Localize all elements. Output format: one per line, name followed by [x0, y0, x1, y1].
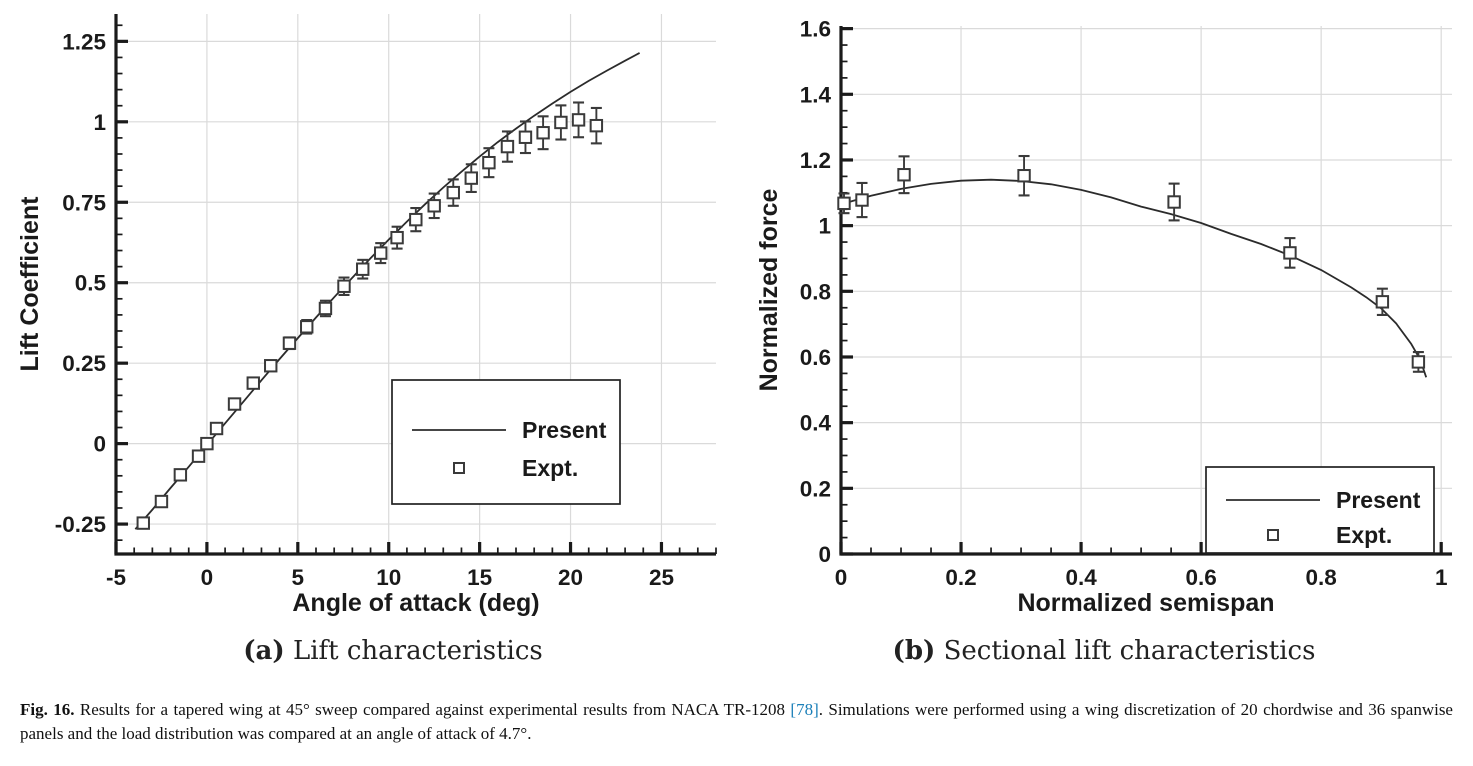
subcaption-b	[737, 634, 1471, 668]
svg-text:0: 0	[834, 565, 848, 590]
legend	[392, 380, 620, 504]
legend-label: Present	[1336, 487, 1421, 513]
series-expt-markers	[838, 169, 1424, 368]
legend-square-swatch	[1268, 530, 1278, 540]
svg-text:25: 25	[648, 565, 674, 590]
svg-text:0: 0	[93, 431, 106, 457]
x-tick-labels	[106, 565, 674, 590]
svg-text:10: 10	[376, 565, 402, 590]
legend-label: Expt.	[1336, 522, 1393, 548]
svg-text:0.75: 0.75	[62, 190, 106, 216]
svg-text:15: 15	[467, 565, 493, 590]
legend	[1206, 467, 1434, 553]
chart-lift-coefficient	[0, 0, 736, 629]
legend-label: Expt.	[522, 455, 579, 481]
legend-square-swatch	[454, 463, 464, 473]
y-axis-title: Lift Coefficient	[16, 196, 44, 372]
svg-text:0.25: 0.25	[62, 351, 106, 377]
series-present-line	[841, 180, 1426, 378]
x-axis-title: Angle of attack (deg)	[292, 589, 540, 617]
caption-text: Results for a tapered wing at 45° sweep compared against experimental results from NACA TR-1208	[74, 700, 791, 719]
svg-text:20: 20	[558, 565, 584, 590]
x-axis-title: Normalized semispan	[1017, 589, 1275, 617]
y-tick-labels	[800, 17, 832, 567]
svg-text:-5: -5	[105, 565, 127, 590]
sectional-lift-chart-svg	[737, 0, 1473, 624]
y-axis-title: Normalized force	[755, 188, 783, 392]
svg-text:1: 1	[818, 213, 831, 239]
svg-text:0.6: 0.6	[1185, 565, 1217, 590]
subcaption-a-text: Lift characteristics	[284, 636, 543, 666]
caption-figure-number: Fig. 16.	[20, 700, 75, 719]
svg-text:1.6: 1.6	[799, 16, 831, 42]
subcaption-a	[0, 634, 786, 668]
caption-text: . Simulations were performed using a wing discretization of 20 chordwise and 36 spanwise panels and the load distribution was compared at an angle of attack of 4.7°.	[20, 700, 1453, 743]
svg-text:0.2: 0.2	[945, 565, 977, 590]
svg-text:1.2: 1.2	[799, 147, 831, 173]
svg-text:1.4: 1.4	[799, 82, 831, 108]
lift-chart-svg	[0, 0, 736, 624]
svg-text:0.2: 0.2	[799, 476, 831, 502]
subcaption-b-text: Sectional lift characteristics	[935, 636, 1316, 666]
subcaption-b-label: (b)	[892, 636, 936, 666]
svg-text:0.8: 0.8	[1305, 565, 1337, 590]
x-tick-labels	[835, 565, 1448, 590]
svg-text:1.25: 1.25	[62, 29, 106, 55]
svg-text:0: 0	[200, 565, 214, 590]
svg-text:0.4: 0.4	[799, 410, 831, 436]
svg-text:0: 0	[818, 542, 831, 567]
citation-link-78[interactable]: [78]	[790, 700, 819, 719]
y-tick-labels	[55, 29, 106, 537]
svg-text:1: 1	[93, 109, 106, 135]
svg-text:-0.25: -0.25	[54, 512, 106, 538]
figure-caption	[20, 698, 1453, 745]
chart-normalized-force	[737, 0, 1473, 629]
legend-label: Present	[522, 417, 607, 443]
subcaption-a-label: (a)	[243, 636, 285, 666]
series-expt-errorbars	[839, 156, 1424, 372]
svg-text:1: 1	[1434, 565, 1448, 590]
svg-text:0.8: 0.8	[799, 279, 831, 305]
svg-text:0.5: 0.5	[74, 270, 106, 296]
svg-text:5: 5	[291, 565, 305, 590]
svg-text:0.4: 0.4	[1065, 565, 1097, 590]
svg-text:0.6: 0.6	[799, 344, 831, 370]
